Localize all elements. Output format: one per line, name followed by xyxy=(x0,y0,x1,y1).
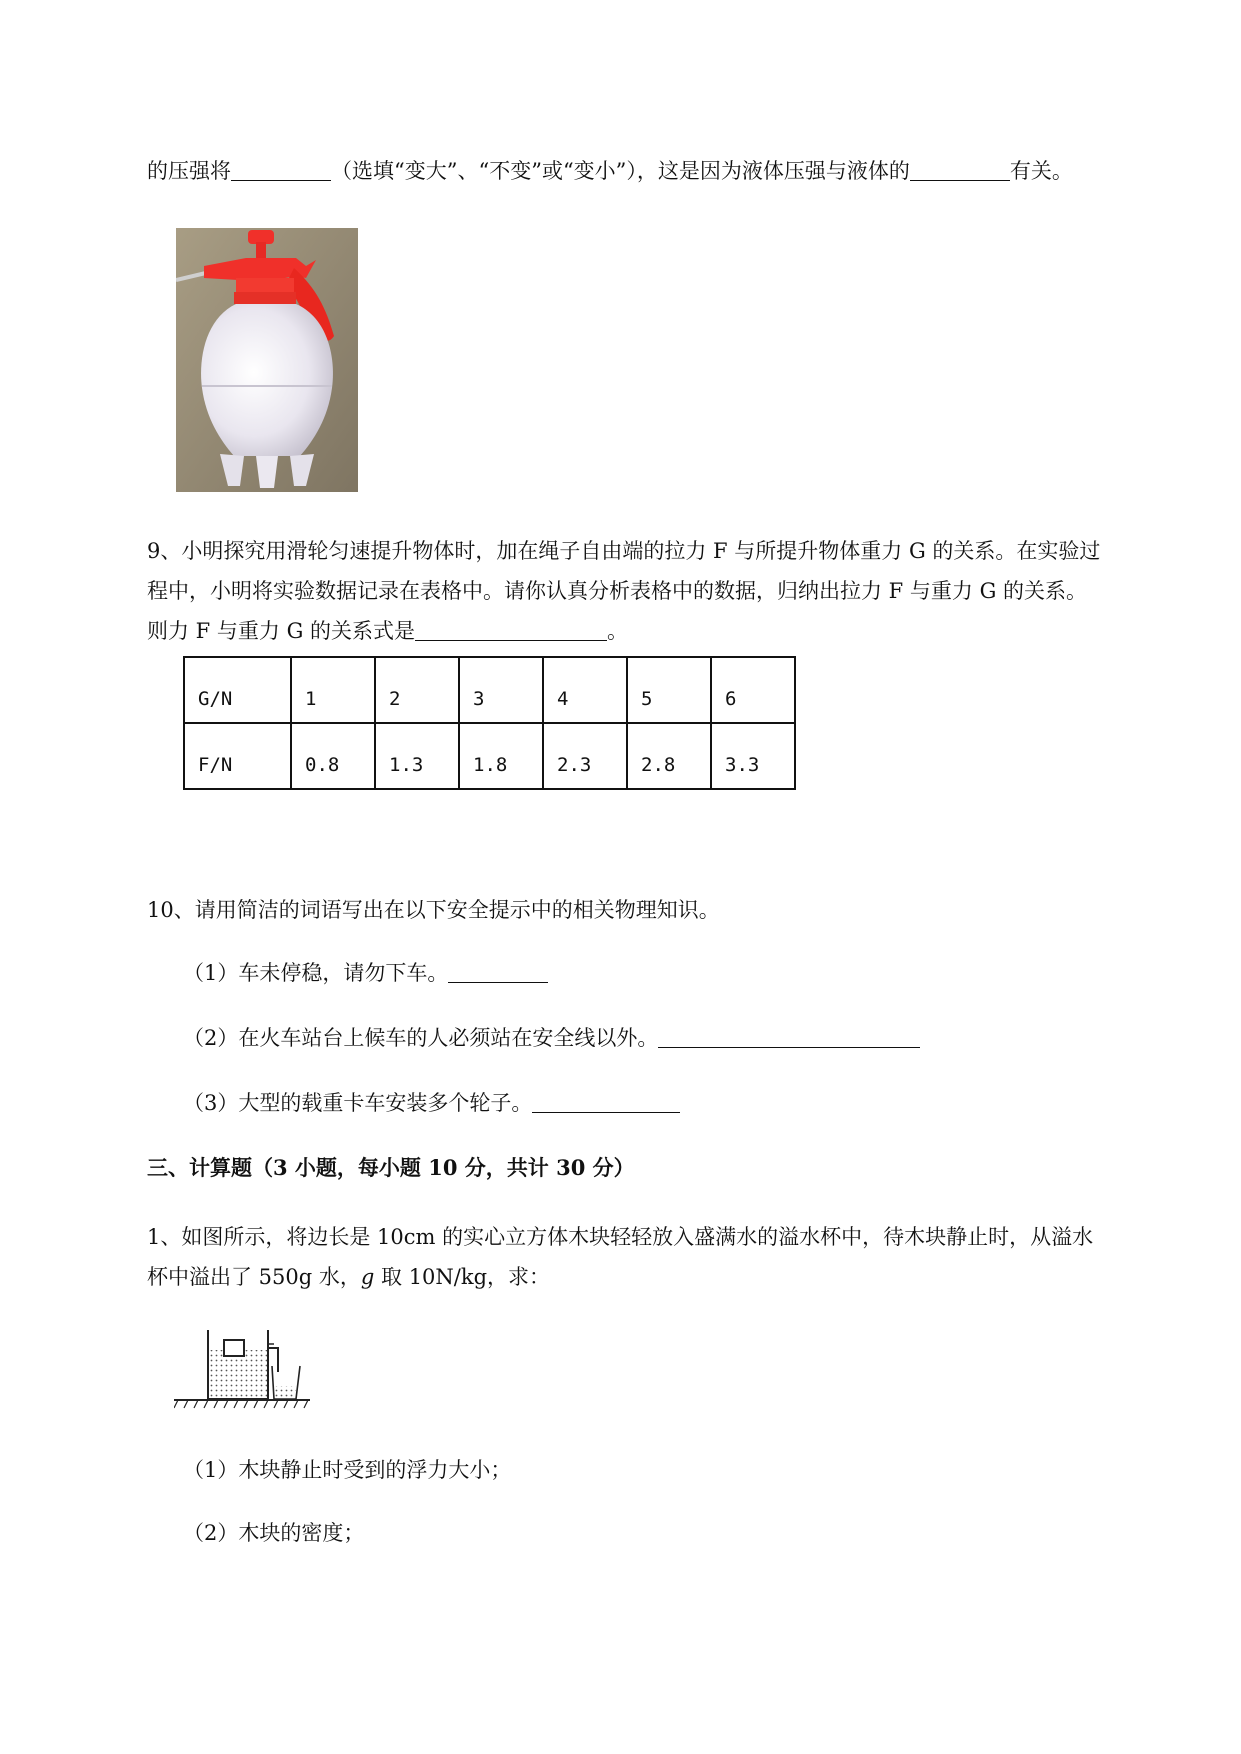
calc1-item-2: （2）木块的密度； xyxy=(183,1521,365,1545)
table-cell: 0.8 xyxy=(291,723,375,789)
answer-blank[interactable] xyxy=(658,1025,920,1048)
answer-blank[interactable] xyxy=(415,618,607,641)
q8-text-1: 的压强将 xyxy=(147,159,231,183)
q9-line-3-end: 。 xyxy=(607,619,629,643)
answer-blank[interactable] xyxy=(448,960,548,983)
table-cell: 2 xyxy=(375,657,459,723)
gravity-symbol: g xyxy=(360,1265,375,1289)
q9-line-3 xyxy=(147,616,628,646)
table-cell: 1 xyxy=(291,657,375,723)
table-cell: 2.8 xyxy=(627,723,711,789)
answer-blank[interactable] xyxy=(910,158,1010,181)
spray-bottle-image xyxy=(176,228,358,492)
table-row xyxy=(184,723,795,789)
table-row xyxy=(184,657,795,723)
answer-blank[interactable] xyxy=(231,158,331,181)
q10-item-1 xyxy=(183,958,548,988)
q10-stem: 10、请用简洁的词语写出在以下安全提示中的相关物理知识。 xyxy=(147,898,720,922)
table-row-header: G/N xyxy=(184,657,291,723)
q10-item-text: （1）车未停稳，请勿下车。 xyxy=(183,961,449,985)
table-cell: 3.3 xyxy=(711,723,795,789)
table-row-header: F/N xyxy=(184,723,291,789)
table-cell: 1.3 xyxy=(375,723,459,789)
q10-item-3 xyxy=(183,1088,680,1118)
q8-text-3: 有关。 xyxy=(1009,159,1073,183)
table-cell: 6 xyxy=(711,657,795,723)
table-cell: 2.3 xyxy=(543,723,627,789)
q9-line-2: 程中，小明将实验数据记录在表格中。请你认真分析表格中的数据，归纳出拉力 F 与重力 G 的关系。 xyxy=(147,579,1088,603)
section-title: 三、计算题（3 小题，每小题 10 分，共计 30 分） xyxy=(147,1155,635,1180)
data-table xyxy=(183,656,796,790)
q10-item-2 xyxy=(183,1023,920,1053)
calc1-line-2 xyxy=(147,1262,550,1292)
calc1-line-2-end: 取 10N/kg，求： xyxy=(374,1265,551,1289)
table-cell: 3 xyxy=(459,657,543,723)
table-cell: 4 xyxy=(543,657,627,723)
table-cell: 1.8 xyxy=(459,723,543,789)
table-cell: 5 xyxy=(627,657,711,723)
q8-tail-line xyxy=(147,156,1073,186)
q9-line-1: 9、小明探究用滑轮匀速提升物体时，加在绳子自由端的拉力 F 与所提升物体重力 G 的关系。在实验过 xyxy=(147,539,1101,563)
calc1-line-1: 1、如图所示，将边长是 10cm 的实心立方体木块轻轻放入盛满水的溢水杯中，待木块静止时，从溢水 xyxy=(147,1225,1094,1249)
q10-item-text: （2）在火车站台上候车的人必须站在安全线以外。 xyxy=(183,1026,659,1050)
q8-text-2: （选填“变大”、“不变”或“变小”），这是因为液体压强与液体的 xyxy=(331,159,910,183)
q9-line-3-text: 则力 F 与重力 G 的关系式是 xyxy=(147,619,416,643)
overflow-cup-diagram xyxy=(174,1328,314,1412)
q10-item-text: （3）大型的载重卡车安装多个轮子。 xyxy=(183,1091,533,1115)
answer-blank[interactable] xyxy=(532,1090,680,1113)
calc1-line-2-text: 杯中溢出了 550g 水， xyxy=(147,1265,361,1289)
calc1-item-1: （1）木块静止时受到的浮力大小； xyxy=(183,1458,512,1482)
